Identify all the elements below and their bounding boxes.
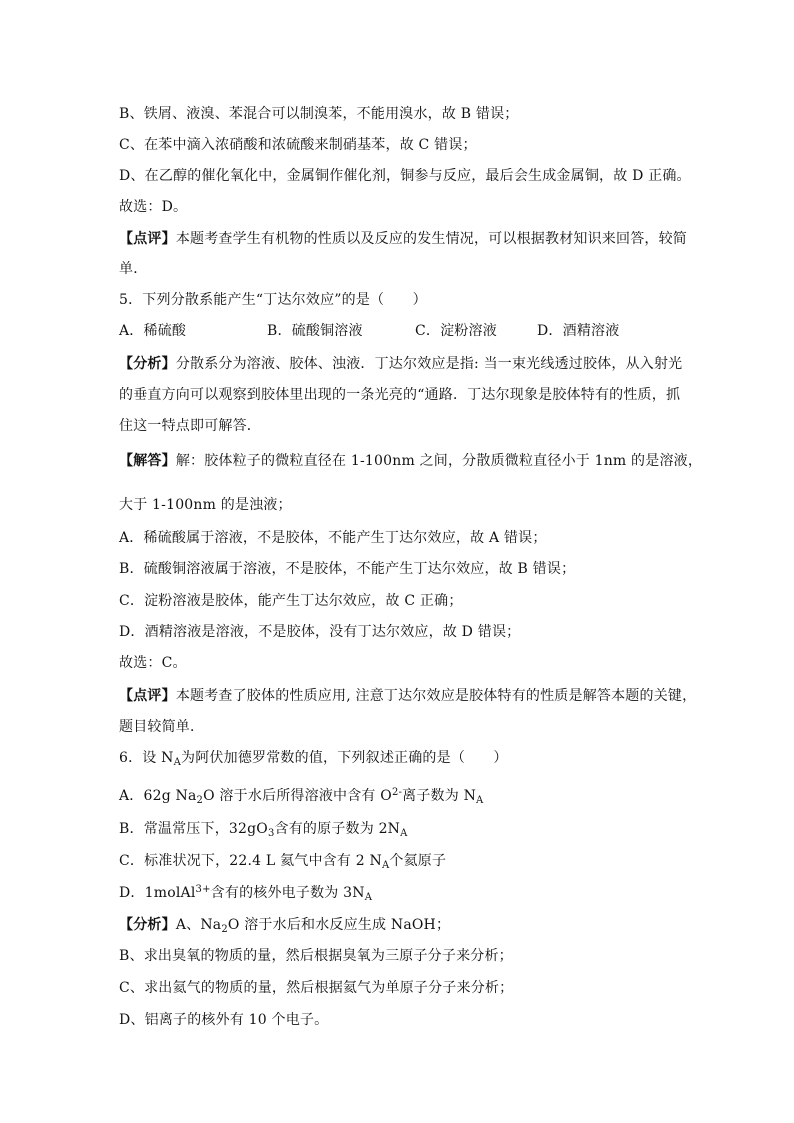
q4-option-b-explanation: B、铁屑、液溴、苯混合可以制溴苯，不能用溴水，故 B 错误； — [119, 106, 519, 122]
subscript: A — [364, 892, 373, 903]
q4-option-c-explanation: C、在苯中滴入浓硝酸和浓硫酸来制硝基苯，故 C 错误； — [119, 137, 477, 153]
q5-option-d: D．酒精溶液 — [537, 323, 620, 339]
subscript: 2 — [221, 924, 228, 935]
q5-analysis-cont-1: 的垂直方向可以观察到胶体里出现的一条光亮的“通路．丁达尔现象是胶体特有的性质，抓 — [119, 387, 681, 403]
q6-stem — [119, 748, 508, 768]
q6-analysis — [119, 915, 450, 935]
superscript: 3+ — [195, 884, 211, 895]
text: B．常温常压下，32gO — [119, 821, 268, 837]
q5-explain-b: B．硫酸铜溶液属于溶液，不是胶体，不能产生丁达尔效应，故 B 错误； — [119, 561, 576, 577]
q5-analysis — [119, 354, 682, 374]
text: C．标准状况下，22.4 L 氦气中含有 2 N — [119, 853, 382, 869]
text: 含有的原子数为 2N — [274, 821, 401, 837]
q5-answer-cont: 大于 1-100nm 的是浊液； — [119, 497, 292, 513]
subscript: A — [400, 828, 408, 839]
q5-stem: 5．下列分散系能产生“丁达尔效应”的是（ ） — [119, 292, 427, 308]
q6-analysis-d: D、铝离子的核外有 10 个电子。 — [119, 1012, 329, 1028]
q4-comment — [119, 229, 687, 249]
q6-stem-start: 6．设 N — [119, 750, 174, 766]
analysis-tag: 【分析】 — [119, 356, 176, 372]
q5-option-c: C．淀粉溶液 — [415, 323, 497, 339]
text: A．62g Na — [119, 788, 197, 804]
q6-option-a — [119, 786, 483, 806]
q6-option-c — [119, 851, 446, 871]
q5-analysis-cont-2: 住这一特点即可解答． — [119, 418, 261, 434]
subscript: A — [476, 795, 484, 806]
subscript: 3 — [267, 828, 275, 839]
q4-comment-text: 本题考查学生有机物的性质以及反应的发生情况，可以根据教材知识来回答，较简 — [175, 231, 688, 247]
subscript: A — [381, 860, 390, 871]
q5-answer-choice: 故选：C。 — [119, 655, 187, 671]
q5-comment-cont: 题目较简单． — [119, 719, 205, 735]
text: A、Na — [175, 917, 222, 933]
text: O 溶于水后所得溶液中含有 O — [203, 788, 392, 804]
comment-tag: 【点评】 — [119, 688, 176, 704]
superscript: 2- — [391, 787, 403, 798]
q5-explain-d: D．酒精溶液是溶液，不是胶体，没有丁达尔效应，故 D 错误； — [119, 624, 521, 640]
text: 离子数为 N — [402, 788, 477, 804]
text: D．1molAl — [119, 885, 196, 901]
q6-option-b — [119, 819, 408, 839]
text: O 溶于水后和水反应生成 NaOH； — [227, 917, 451, 933]
subscript: 2 — [196, 795, 204, 806]
q6-analysis-c: C、求出氦气的物质的量，然后根据氦气为单原子分子来分析； — [119, 980, 514, 996]
q4-answer-choice: 故选：D。 — [119, 199, 188, 215]
q4-option-d-explanation: D、在乙醇的催化氧化中，金属铜作催化剂，铜参与反应，最后会生成金属铜，故 D 正确。 — [119, 168, 691, 184]
q5-option-a: A．稀硫酸 — [119, 323, 187, 339]
answer-tag: 【解答】 — [119, 453, 176, 469]
q5-explain-a: A．稀硫酸属于溶液，不是胶体，不能产生丁达尔效应，故 A 错误； — [119, 530, 547, 546]
q6-stem-end: 为阿伏加德罗常数的值，下列叙述正确的是（ ） — [181, 750, 508, 766]
q5-analysis-text: 分散系分为溶液、胶体、浊液．丁达尔效应是指: 当一束光线透过胶体，从入射光 — [175, 356, 683, 372]
q4-comment-cont: 单． — [119, 261, 148, 277]
comment-tag: 【点评】 — [119, 231, 176, 247]
subscript: A — [173, 757, 182, 768]
q6-analysis-b: B、求出臭氧的物质的量，然后根据臭氧为三原子分子来分析； — [119, 948, 513, 964]
q5-options — [119, 321, 619, 341]
q5-answer — [119, 451, 702, 471]
q5-comment-text: 本题考查了胶体的性质应用, 注意丁达尔效应是胶体特有的性质是解答本题的关键， — [175, 688, 697, 704]
q5-comment — [119, 686, 696, 706]
q5-option-b: B．硫酸铜溶液 — [267, 323, 363, 339]
analysis-tag: 【分析】 — [119, 917, 176, 933]
text: 含有的核外电子数为 3N — [210, 885, 365, 901]
text: 个氦原子 — [389, 853, 447, 869]
q6-option-d — [119, 883, 372, 903]
q5-explain-c: C．淀粉溶液是胶体，能产生丁达尔效应，故 C 正确； — [119, 593, 463, 609]
q5-answer-text: 解：胶体粒子的微粒直径在 1-100nm 之间，分散质微粒直径小于 1nm 的是溶液， — [175, 453, 703, 469]
